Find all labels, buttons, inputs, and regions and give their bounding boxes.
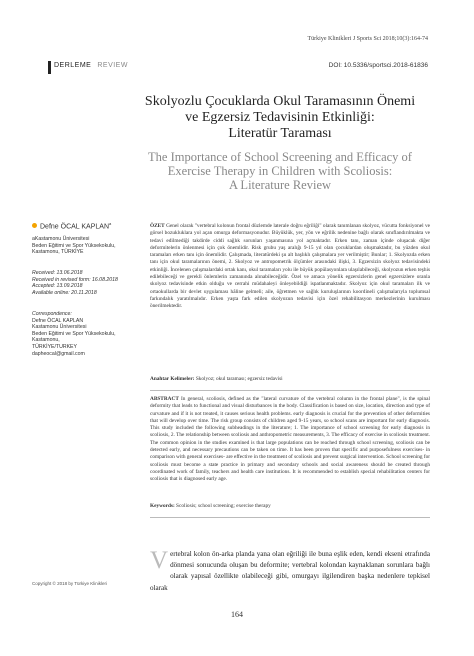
abstract-en-label: ABSTRACT <box>150 396 179 402</box>
date-line: Received: 13.06.2018 <box>32 270 83 276</box>
article-dates <box>32 270 137 296</box>
keywords-turkish <box>150 376 430 382</box>
keywords-tr-text: Skolyoz; okul taraması; egzersiz tedavisi <box>195 376 283 382</box>
abstract-tr-label: ÖZET <box>150 223 165 229</box>
body-text: ertebral kolon ön-arka planda yana olan eğriliği ile buna eşlik eden, kendi ekseni etrafında dönmesi sonucunda oluşan bu deformite; vertebral kolondan kaynaklanan sorunlara bağlı olarak yapısal özellikte olabileceği gibi, omurgayı ilgilendiren başka nedenlere tepkisel olarak <box>150 550 430 592</box>
article-type-tr: DERLEME <box>54 62 92 69</box>
abstract-tr-text: Genel olarak "vertebral kolonun frontal düzlemde laterale doğru eğriliği" olarak tanımlanan skolyoz, vücutta fonksiyonel ve görsel bozukluklara yol açan omurga deformasyonudur. Büyüklük, yer, yön ve eğrilik nedenine bağlı olarak sınıflandırılmakta ve tedavi edilmediği takdirde ciddi sağlık sorunları yaşanmasına yol açmaktadır. Erken tanı, zaman içinde oluşacak diğer deformitelerin önlenmesi için çok önemlidir. Risk grubu yaş aralığı 9-15 yıl olan çocuklardan oluşmaktadır, bu yüzden okul taramaları erken tanı için önemlidir. Çalışmada, literatürdeki şu alt başlıklı çalışmalara yer verilmiştir; Bunlar; 1. Skolyozda erken tanı için okul taramalarının önemi, 2. Skolyoz ve antropometrik ölçümler arasındaki ilişki, 3. Egzersizin skolyoz tedavisindeki etkinliği. İncelenen çalışmalardaki ortak kanı, okul taramaları yolu ile büyük popülasyonlara ulaşılabileceği, skolyozun erken teşhis edilebileceği ve gerekli önlemlerin zamanında alınabileceğidir. Özel ve amaca yönelik egzersizlerin genel egzersizlere oranla skolyoz tedavisinde etkin olduğu ve cerrahi müdahaleyi önleyebildiği ispatlanmaktadır. Skolyoz için okul taramaları ilk ve ortaokullarda bir devlet uygulaması hâline gelmeli; aile, öğretmen ve sağlık kuruluşlarının koordineli çalışmalarıyla toplumsal farkındalık yaratılmalıdır. Erken yaşta fark edilen skolyozun tedavisi için özel rehabilitasyon merkezlerinin kurulması önerilmektedir. <box>150 223 431 310</box>
article-type-marker <box>48 61 51 74</box>
drop-cap: V <box>150 547 169 574</box>
page-number: 164 <box>231 610 243 619</box>
title-tr-line: ve Egzersiz Tedavisinin Etkinliği: <box>185 110 375 125</box>
abstract-turkish <box>150 223 430 311</box>
title-turkish <box>130 94 430 142</box>
title-tr-line: Skolyozlu Çocuklarda Okul Taramasının Önemi <box>144 94 416 109</box>
title-en-line: The Importance of School Screening and Efficacy of <box>148 150 412 164</box>
copyright: Copyright © 2018 by Türkiye Klinikleri <box>32 581 108 586</box>
affiliation-line: aKastamonu Üniversitesi <box>32 236 90 242</box>
article-type-en: REVIEW <box>97 62 128 69</box>
correspondence-line: Beden Eğitimi ve Spor Yüksekokulu, <box>32 330 116 337</box>
correspondence-line: Defne ÖCAL KAPLAN <box>32 317 84 324</box>
date-line: Available online: 20.11.2018 <box>32 289 97 296</box>
date-line: Received in revised form: 16.08.2018 <box>32 276 118 283</box>
doi[interactable]: DOI: 10.5336/sportsci.2018-61836 <box>328 62 428 69</box>
author-name: Defne ÖCAL KAPLAN$^a$ <box>40 221 112 231</box>
keywords-tr-label: Anahtar Kelimeler: <box>150 376 195 382</box>
correspondence-line: TÜRKİYE/TURKEY <box>32 343 77 350</box>
correspondence <box>32 311 137 357</box>
section-divider <box>150 517 430 518</box>
affiliation <box>32 236 137 256</box>
affiliation-line: Kastamonu, TÜRKİYE <box>32 249 84 256</box>
author-marker-icon <box>32 223 37 228</box>
author-superscript: a <box>109 221 112 226</box>
section-divider <box>150 390 430 391</box>
article-type <box>54 62 128 69</box>
journal-citation: Türkiye Klinikleri J Sports Sci 2018;10(3):164-74 <box>307 36 428 42</box>
abstract-en-text: In general, scoliosis, defined as the "lateral curvature of the vertebral column in the frontal plane", is the spinal deformity that leads to functional and visual disturbances in the body. Classification is based on size, location, direction and type of curvature and if it is not treated, it causes serious health problems. early diagnosis is crucial for the prevention of other deformities that will develop over time. The risk group consists of children aged 9-15 years, so school scans are important for early diagnosis. This study included the following subheadings in the literature; 1. The importance of school screening for early diagnosis in scoliosis, 2. The relationship between scoliosis and anthropometric measurements, 3. The efficacy of exercise in scoliosis treatment. The common opinion in the studies examined is that large populations can be reached through school screening, scoliosis can be detected early, and necessary precautions can be taken on time. It has been proven that specific and purposefulness exercises- in comparison with general exercises- are effective in the treatment of scoliosis and prevent surgical intervention. School screening for scoliosis must become a state practice in primary and secondary schools and social awareness should be created through coordinated work of family, teachers and health care institutions. It is recommended to establish special rehabilitation centers for scoliosis that is diagnosed early age. <box>150 396 430 483</box>
body-intro <box>150 549 430 594</box>
title-en-line: Exercise Therapy in Children with Scoliosis: <box>167 164 393 178</box>
correspondence-line: Kastamonu Üniversitesi <box>32 324 87 331</box>
affiliation-line: Beden Eğitimi ve Spor Yüksekokulu, <box>32 242 116 249</box>
abstract-english <box>150 396 430 484</box>
keywords-english <box>150 503 430 509</box>
keywords-en-text: Scoliosis; school screening; exercise therapy <box>176 503 271 509</box>
keywords-en-label: Keywords: <box>150 503 175 509</box>
title-en-line: A Literature Review <box>228 178 332 192</box>
title-english <box>130 150 430 192</box>
correspondence-email[interactable]: dapheocal@gmail.com <box>32 350 85 357</box>
date-line: Accepted: 13.09.2018 <box>32 283 83 290</box>
correspondence-line: Correspondence: <box>32 311 72 317</box>
title-tr-line: Literatür Taraması <box>228 126 332 141</box>
correspondence-line: Kastamonu, <box>32 337 60 344</box>
